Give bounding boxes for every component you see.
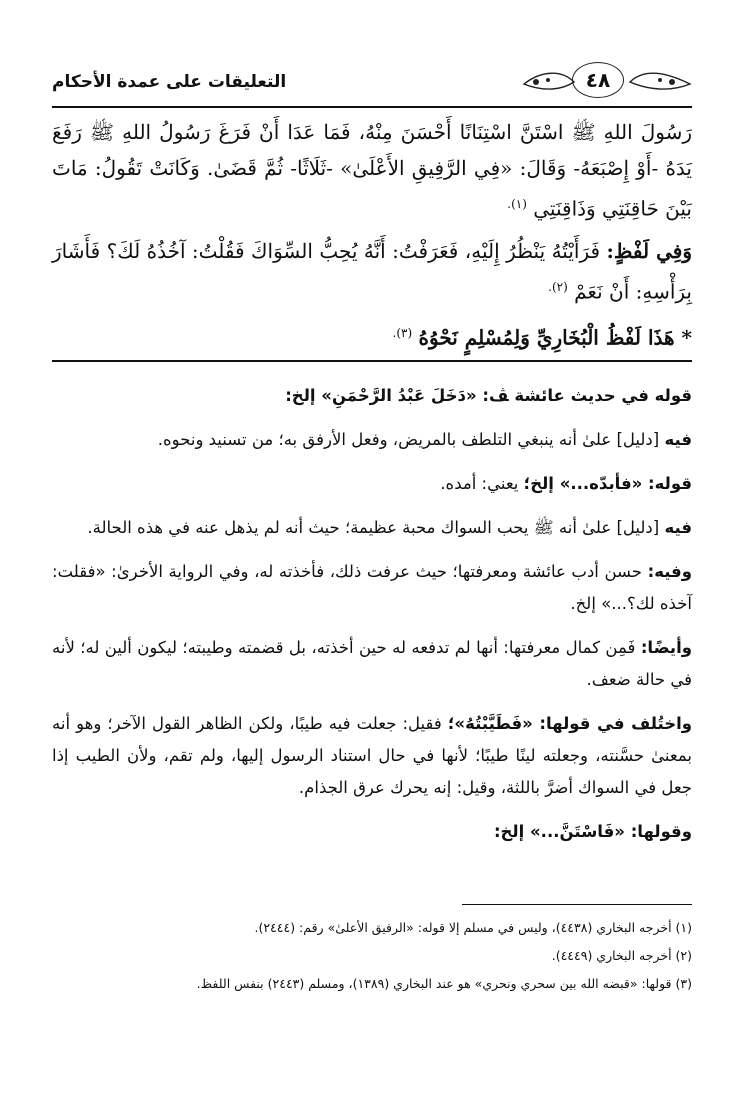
footnote: (٣) قولها: «قبضه الله بين سحري ونحري» هو عند البخاري (١٣٨٩)، ومسلم (٢٤٤٣) بنفس اللفظ. xyxy=(196,976,692,991)
commentary-paragraph xyxy=(52,816,692,848)
commentary-paragraph xyxy=(52,380,692,412)
commentary-lead: واختُلف في قولها: «فَطَيَّبْتُهُ»؛ xyxy=(447,714,692,733)
commentary-lead: فيه xyxy=(664,430,692,449)
commentary-text: فَمِن كمال معرفتها: أنها لم تدفعه له حين أخذته، بل قضمته وطيبته؛ ليكون ألين له؛ لأنه في حالة ضعف. xyxy=(52,638,692,689)
footnotes xyxy=(52,916,692,1000)
hadith-lead: وَفِي لَفْظٍ: xyxy=(606,238,692,263)
commentary-text: فقيل: جعلت فيه طيبًا، ولكن الظاهر القول الآخر؛ وهو أنه بمعنىٰ حسَّنته، وجعلته لينًا طيبًا؛ لأنها في حال استناد الرسول إليها، ولم تقم، ولأن الطيب إذا جعل في السواك أضرَّ باللثة، وقيل: إنه يحرك عرق الجذام. xyxy=(52,714,692,797)
section-divider xyxy=(52,360,692,362)
commentary-paragraph xyxy=(52,708,692,804)
commentary-paragraph xyxy=(52,556,692,620)
hadith-paragraph xyxy=(52,315,692,356)
footnote-ref: (١). xyxy=(507,197,527,211)
commentary-paragraph xyxy=(52,632,692,696)
page-number: ٤٨ xyxy=(572,62,624,98)
commentary-paragraph xyxy=(52,424,692,456)
footnote: (٢) أخرجه البخاري (٤٤٤٩). xyxy=(551,948,692,963)
footnote-divider xyxy=(462,904,692,905)
hadith-source-note: * هَذَا لَفْظُ الْبُخَارِيِّ وَلِمُسْلِمٍ نَحْوُهُ xyxy=(418,325,692,350)
commentary-paragraph xyxy=(52,468,692,500)
commentary-text: [دليل] علىٰ أنه ﷺ يحب السواك محبة عظيمة؛ حيث أنه لم يذهل عنه في هذه الحالة. xyxy=(87,518,660,537)
commentary xyxy=(52,380,692,860)
commentary-text: حسن أدب عائشة ومعرفتها؛ حيث عرفت ذلك، فأخذته له، وفي الرواية الأخرىٰ: «فقلت: آخذه لك؟...» إلخ. xyxy=(52,562,692,613)
commentary-paragraph xyxy=(52,512,692,544)
hadith-text-1: رَسُولَ اللهِ ﷺ اسْتَنَّ اسْتِنَانًا أَحْسَنَ مِنْهُ، فَمَا عَدَا أَنْ فَرَغَ رَسُولُ اللهِ ﷺ رَفَعَ يَدَهُ -أَوْ إِصْبَعَهُ- وَقَالَ: «فِي الرَّفِيقِ الأَعْلَىٰ» -ثَلَاثًا- ثُمَّ قَضَىٰ. وَكَانَتْ تَقُولُ: مَاتَ بَيْنَ حَاقِنَتِي وَذَاقِنَتِي xyxy=(52,120,692,221)
commentary-lead: فيه xyxy=(664,518,692,537)
footnote-ref: (٢). xyxy=(548,279,568,294)
book-page xyxy=(52,52,692,1082)
commentary-lead: وفيه: xyxy=(647,562,692,581)
commentary-lead: قوله: «فأبدّه...» إلخ؛ xyxy=(523,474,692,493)
hadith-paragraph xyxy=(52,233,692,310)
commentary-heading: وقولها: «فَاسْتَنَّ...» إلخ: xyxy=(493,822,692,841)
footnote: (١) أخرجه البخاري (٤٤٣٨)، وليس في مسلم إلا قوله: «الرفيق الأعلىٰ» رقم: (٢٤٤٤). xyxy=(254,920,692,935)
header-divider xyxy=(52,106,692,108)
hadith-paragraph xyxy=(52,114,692,227)
running-header xyxy=(52,60,692,104)
commentary-text: يعني: أمده. xyxy=(440,474,519,493)
running-title: التعليقات على عمدة الأحكام xyxy=(52,72,287,92)
hadith-text xyxy=(52,114,692,362)
commentary-text: [دليل] علىٰ أنه ينبغي التلطف بالمريض، وفعل الأرفق به؛ من تسنيد ونحوه. xyxy=(157,430,660,449)
footnote-ref: (٣). xyxy=(392,326,413,341)
commentary-lead: وأيضًا: xyxy=(640,638,692,657)
commentary-heading: قوله في حديث عائشة ﭫ: «دَخَلَ عَبْدُ الرَّحْمَنِ» إلخ: xyxy=(285,386,692,405)
hadith-text-2: فَرَأَيْتُهُ يَنْظُرُ إِلَيْهِ، فَعَرَفْتُ: أَنَّهُ يُحِبُّ السِّوَاكَ فَقُلْتُ: آخُذُهُ لَكَ؟ فَأَشَارَ بِرَأْسِهِ: أَنْ نَعَمْ xyxy=(52,238,692,304)
